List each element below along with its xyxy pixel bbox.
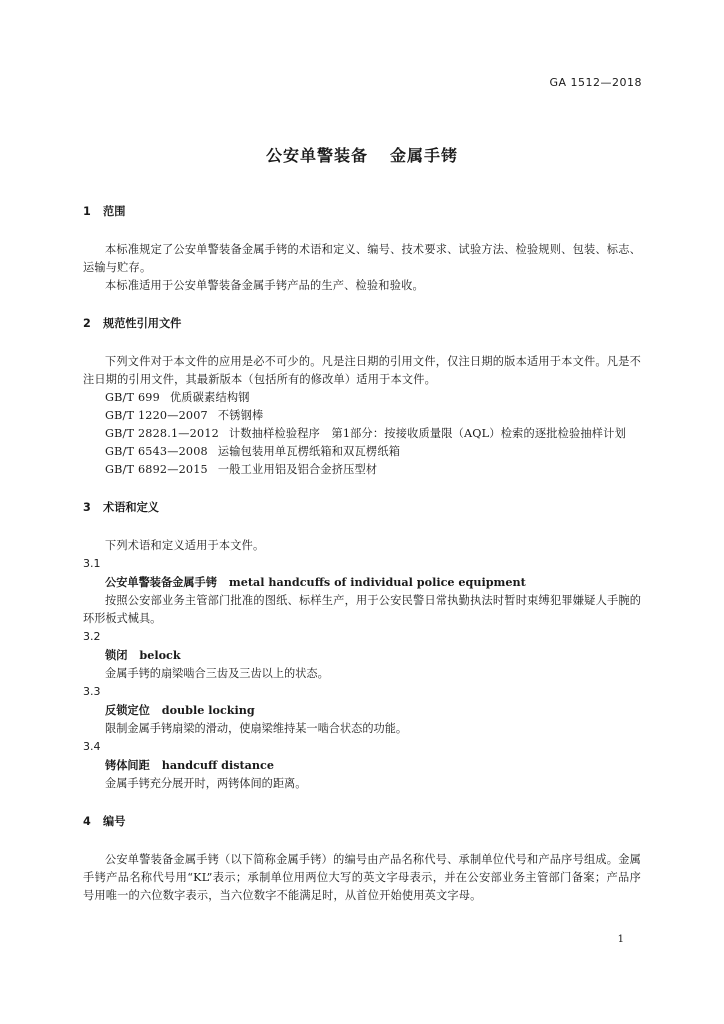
term-definition: 按照公安部业务主管部门批准的图纸、标样生产，用于公安民警日常执勤执法时暂时束缚犯罪嫌疑人手腕的环形板式械具。 — [83, 594, 641, 625]
reference-code: GB/T 1220—2007 — [105, 409, 208, 422]
section-heading-normative — [83, 315, 641, 333]
reference-title: 不锈钢棒 — [217, 409, 264, 422]
term-number: 3.1 — [83, 557, 101, 570]
section-number: 1 — [83, 205, 91, 218]
term-chinese: 锁闭 — [105, 649, 128, 662]
term-entry — [83, 756, 641, 775]
section-title: 术语和定义 — [103, 501, 159, 514]
reference-title: 运输包装用单瓦楞纸箱和双瓦楞纸箱 — [217, 445, 401, 458]
paragraph: 公安单警装备金属手铐（以下简称金属手铐）的编号由产品名称代号、承制单位代号和产品序号组成。金属手铐产品名称代号用“KL”表示；承制单位用两位大写的英文字母表示，并在公安部业务主管部门备案；产品序号用唯一的六位数字表示，当六位数字不能满足时，从首位开始使用英文字母。 — [83, 853, 641, 902]
reference-item — [83, 407, 641, 425]
paragraph: 下列术语和定义适用于本文件。 — [105, 539, 265, 552]
section-heading-numbering — [83, 813, 641, 831]
reference-code: GB/T 699 — [105, 391, 160, 404]
term-chinese: 铐体间距 — [105, 759, 150, 772]
reference-title: 计数抽样检验程序 第1部分：按接收质量限（AQL）检索的逐批检验抽样计划 — [228, 427, 626, 440]
document-title — [0, 143, 724, 166]
section-number: 4 — [83, 815, 91, 828]
paragraph: 下列文件对于本文件的应用是必不可少的。凡是注日期的引用文件，仅注日期的版本适用于本文件。凡是不注日期的引用文件，其最新版本（包括所有的修改单）适用于本文件。 — [83, 355, 641, 386]
section-title: 范围 — [103, 205, 126, 218]
reference-item — [83, 389, 641, 407]
term-entry — [83, 573, 641, 592]
term-definition: 限制金属手铐扇梁的滑动，使扇梁维持某一啮合状态的功能。 — [105, 722, 408, 735]
page-number: 1 — [617, 934, 624, 945]
reference-title: 优质碳素结构钢 — [169, 391, 250, 404]
reference-code: GB/T 6892—2015 — [105, 463, 208, 476]
term-english: belock — [139, 648, 181, 662]
section-title: 规范性引用文件 — [103, 317, 182, 330]
term-number: 3.2 — [83, 630, 101, 643]
reference-title: 一般工业用铝及铝合金挤压型材 — [217, 463, 378, 476]
term-english: double locking — [161, 703, 255, 717]
term-chinese: 公安单警装备金属手铐 — [105, 576, 217, 589]
title-part-2: 金属手铐 — [390, 146, 459, 165]
paragraph: 本标准规定了公安单警装备金属手铐的术语和定义、编号、技术要求、试验方法、检验规则、包装、标志、运输与贮存。 — [83, 243, 641, 274]
term-definition: 金属手铐的扇梁啮合三齿及三齿以上的状态。 — [105, 667, 329, 680]
section-heading-scope — [83, 203, 641, 221]
document-body — [83, 203, 641, 905]
term-chinese: 反锁定位 — [105, 704, 150, 717]
reference-item — [83, 443, 641, 461]
paragraph: 本标准适用于公安单警装备金属手铐产品的生产、检验和验收。 — [105, 279, 424, 292]
term-english: handcuff distance — [161, 758, 274, 772]
title-part-1: 公安单警装备 — [265, 146, 368, 165]
reference-item — [83, 425, 641, 443]
reference-code: GB/T 6543—2008 — [105, 445, 208, 458]
term-definition: 金属手铐充分展开时，两铐体间的距离。 — [105, 777, 307, 790]
term-number: 3.3 — [83, 685, 101, 698]
term-entry — [83, 701, 641, 720]
section-number: 3 — [83, 501, 91, 514]
section-title: 编号 — [103, 815, 126, 828]
reference-code: GB/T 2828.1—2012 — [105, 427, 219, 440]
reference-item — [83, 461, 641, 479]
section-heading-terms — [83, 499, 641, 517]
section-number: 2 — [83, 317, 91, 330]
term-entry — [83, 646, 641, 665]
term-number: 3.4 — [83, 740, 101, 753]
standard-code: GA 1512—2018 — [549, 76, 642, 89]
term-english: metal handcuffs of individual police equipment — [228, 575, 526, 589]
